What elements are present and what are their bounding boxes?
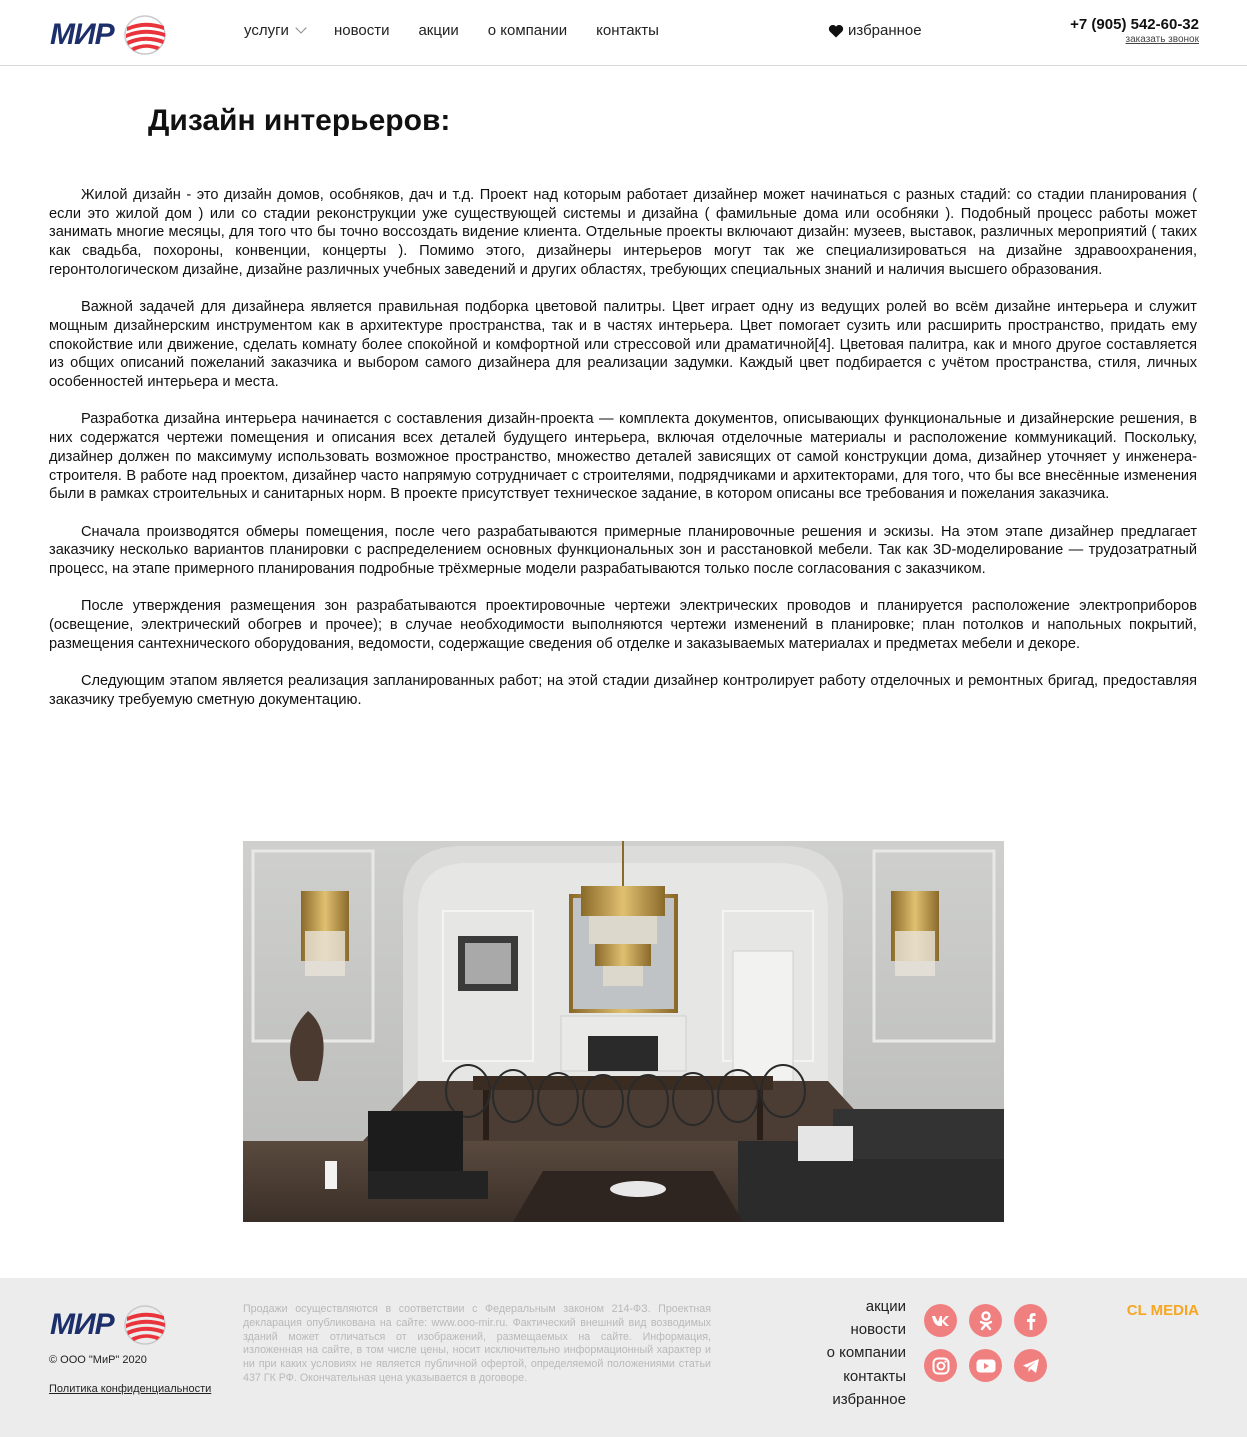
logo-text: МИР <box>50 18 114 51</box>
site-logo[interactable] <box>50 13 170 57</box>
article-paragraph: Сначала производятся обмеры помещения, после чего разрабатываются примерные планировочные решения и эскизы. На этом этапе дизайнер предлагает заказчику несколько вариантов планировки с распределением основных функциональных зон и расстановкой мебели. Так как 3D-моделирование — трудозатратный процесс, на этапе примерного планирования подробные трёхмерные модели разрабатываются только после согласования с заказчиком. <box>49 523 1197 578</box>
page-title: Дизайн интерьеров: <box>148 104 451 137</box>
site-footer <box>0 1278 1247 1437</box>
nav-item-promotions[interactable] <box>418 22 458 39</box>
footer-nav-promotions[interactable]: акции <box>865 1298 906 1315</box>
logo-text: МИР <box>50 1308 114 1341</box>
nav-item-label: новости <box>333 22 390 39</box>
studio-credit[interactable]: CL MEDIA <box>1126 1302 1199 1319</box>
heart-icon <box>828 24 844 38</box>
social-links <box>924 1304 1048 1382</box>
instagram-icon[interactable] <box>924 1349 957 1382</box>
footer-nav-news[interactable]: новости <box>850 1321 906 1339</box>
interior-illustration <box>243 841 1004 1222</box>
footer-nav-about[interactable]: о компании <box>826 1344 906 1362</box>
site-header <box>0 0 1247 66</box>
article-paragraph: Следующим этапом является реализация запланированных работ; на этой стадии дизайнер контролирует работу отделочных и ремонтных бригад, предоставляя заказчику требуемую сметную документацию. <box>49 673 1197 708</box>
nav-item-label: услуги <box>244 22 289 39</box>
article-paragraph: Жилой дизайн - это дизайн домов, особняков, дач и т.д. Проект над которым работает дизайнер может начинаться с разных стадий: со стадии планирования ( если это жилой дом ) или со стадии реконструкции уже существующей системы и дизайна ( фамильные дома или особняки ). Подобный процесс работы может занимать многие месяцы, для того что бы точно воссоздать видение клиента. Отдельные проекты включают дизайн: музеев, выставок, различных мероприятий ( таких как свадьба, похороны, конвенции, концерты ). Помимо этого, дизайнеры интерьеров могут так же специализироваться на дизайне здравоохранения, геронтологическом дизайне, дизайне различных учебных заведений и других областях, требующих специальных знаний и наличия высшего образования. <box>49 187 1197 278</box>
article-body <box>49 186 1197 728</box>
vk-icon[interactable] <box>924 1304 957 1337</box>
nav-item-services[interactable] <box>244 22 305 39</box>
article-paragraph: Важной задачей для дизайнера является правильная подборка цветовой палитры. Цвет играет одну из ведущих ролей во всём дизайне интерьера и служит мощным дизайнерским инструментом как в архитектуре пространства, так и в частях интерьера. Цвет помогает сузить или расширить пространство, придать ему спокойствие или движение, сделать комнату более спокойной и комфортной или стрессовой или драматичной[4]. Цветовая палитра, как и много другое составляется из общих описаний пожеланий заказчика и выбором самого дизайнера для реализации задумки. Каждый цвет подбирается с учётом пространства, стиля, личных особенностей интерьера и места. <box>49 299 1197 391</box>
youtube-icon[interactable] <box>969 1349 1002 1382</box>
nav-item-label: о компании <box>487 22 568 39</box>
request-call-link[interactable]: заказать звонок <box>1125 34 1199 45</box>
favorites-link[interactable] <box>828 22 922 39</box>
chevron-down-icon <box>295 22 306 33</box>
header-contact <box>1070 16 1199 45</box>
globe-logo-icon <box>120 13 170 57</box>
phone-number[interactable]: +7 (905) 542-60-32 <box>1070 16 1199 33</box>
main-nav <box>244 22 659 39</box>
privacy-policy-link[interactable]: Политика конфиденциальности <box>49 1383 212 1395</box>
article-paragraph: Разработка дизайна интерьера начинается с составления дизайн-проекта — комплекта документов, описывающих функциональные и дизайнерские решения, в них содержатся чертежи помещения и описания всех деталей будущего интерьера, включая отделочные материалы и расположение коммуникаций. Поскольку, дизайнер должен по максимуму использовать возможное пространство, множество деталей зависящих от самой конструкции дома, дизайнер уточняет у инженера-строителя. В работе над проектом, дизайнер часто напрямую сотрудничает с строителями, подрядчиками и архитекторами, для того, что бы все внесённые изменения были в рамках строительных и санитарных норм. В проекте присутствует техническое задание, в котором описаны все требования и пожелания заказчика. <box>49 411 1197 503</box>
footer-nav-contacts[interactable]: контакты <box>843 1367 906 1385</box>
copyright: © ООО "МиР" 2020 <box>49 1354 147 1366</box>
globe-logo-icon <box>120 1303 170 1347</box>
footer-nav <box>827 1298 906 1409</box>
interior-photo <box>243 841 1004 1222</box>
footer-nav-favorites[interactable]: избранное <box>832 1390 906 1408</box>
facebook-icon[interactable] <box>1014 1304 1047 1337</box>
telegram-icon[interactable] <box>1014 1349 1047 1382</box>
nav-item-label: акции <box>418 22 459 39</box>
odnoklassniki-icon[interactable] <box>969 1304 1002 1337</box>
nav-item-label: контакты <box>596 22 659 39</box>
nav-item-contacts[interactable] <box>596 22 659 39</box>
article-paragraph: После утверждения размещения зон разрабатываются проектировочные чертежи электрических проводов и планируется расположение электроприборов (освещение, электрический обогрев и прочее); в случае необходимости выполняются чертежи изменений в планировке; план потолков и напольных покрытий, размещения сантехнического оборудования, ведомости, содержащие сведения об отделке и заказываемых материалах и предметах мебели и декоре. <box>49 598 1197 652</box>
footer-logo[interactable] <box>50 1303 170 1347</box>
nav-item-news[interactable] <box>334 22 390 39</box>
legal-disclaimer: Продажи осуществляются в соответствии с Федеральным законом 214-ФЗ. Проектная декларация опубликована на сайте: www.ooo-mir.ru. Фактический внешний вид возводимых зданий может отличаться от изображений, размещаемых на сайте. Информация, изложенная на сайте, в том числе цены, носит исключительно информационный характер и ни при каких условиях не является публичной офертой, определяемой положениями статьи 437 ГК РФ. Окончательная цена указывается в договоре. <box>243 1303 711 1384</box>
nav-item-about[interactable] <box>488 22 567 39</box>
favorites-label: избранное <box>848 22 922 39</box>
